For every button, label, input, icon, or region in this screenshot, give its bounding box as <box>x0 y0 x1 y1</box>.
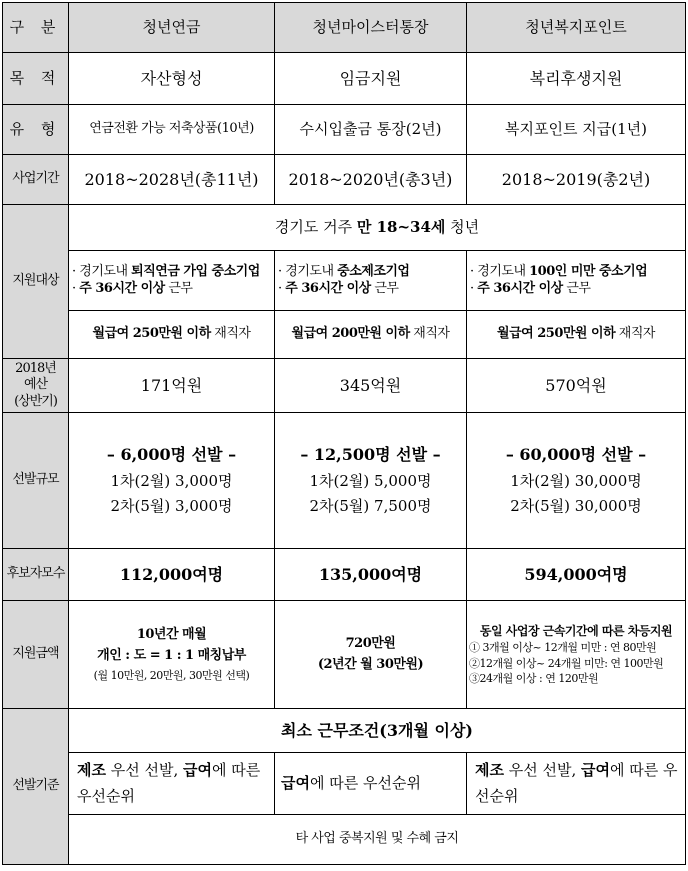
criteria-col3-manufacturing: 제조 <box>475 761 504 779</box>
scale-col2-second: 2차(5월) 7,500명 <box>309 497 432 516</box>
target-col3-hours: 주 36시간 이상 <box>477 280 563 296</box>
scale-col3 <box>467 413 686 549</box>
scale-col2-first: 1차(2월) 5,000명 <box>309 471 432 490</box>
scale-col3-total: – 60,000명 선발 – <box>505 445 647 465</box>
type-label: 유 형 <box>3 105 69 155</box>
target-col2-salary <box>275 311 467 359</box>
header-row <box>3 3 686 53</box>
target-col2-hours: 주 36시간 이상 <box>285 280 371 296</box>
applicants-col1: 112,000여명 <box>69 549 275 601</box>
target-common-age: 만 18~34세 <box>356 218 446 237</box>
target-salary-row <box>3 311 686 359</box>
youth-support-comparison-table <box>2 2 686 865</box>
amount-col3-tier3: ③24개월 이상 : 연 120만원 <box>469 672 599 686</box>
scale-col3-second: 2차(5월) 30,000명 <box>510 497 642 516</box>
budget-col1: 171억원 <box>69 359 275 413</box>
type-col1: 연금전환 가능 저축상품(10년) <box>69 105 275 155</box>
criteria-col3-mid: 우선 선발, <box>503 761 582 779</box>
criteria-col3-post: 에 따른 우선순위 <box>475 761 678 805</box>
amount-col3 <box>467 601 686 709</box>
criteria-col2 <box>275 753 467 815</box>
target-col1-hours-pre: · <box>72 280 80 296</box>
target-col3-company-pre: · 경기도내 <box>470 264 530 280</box>
purpose-label: 목 적 <box>3 53 69 105</box>
scale-col2-total: – 12,500명 선발 – <box>300 445 441 465</box>
amount-col1-matching: 개인 : 도 = 1 : 1 매칭납부 <box>97 647 246 663</box>
target-col1-company-pre: · 경기도내 <box>72 264 132 280</box>
criteria-col1-post: 에 따른 우선순위 <box>77 761 261 805</box>
target-col1-conditions <box>69 251 275 311</box>
amount-col2-monthly: (2년간 월 30만원) <box>317 656 424 672</box>
criteria-col1-mid: 우선 선발, <box>105 761 184 779</box>
criteria-label: 선발기준 <box>3 709 69 865</box>
criteria-common-row <box>3 709 686 753</box>
period-label: 사업기간 <box>3 155 69 205</box>
period-col3: 2018~2019(총2년) <box>467 155 686 205</box>
budget-label-year: 2018년 <box>15 361 56 377</box>
budget-label-half: (상반기) <box>14 393 57 409</box>
target-col2-hours-pre: · <box>278 280 286 296</box>
target-col2-conditions <box>275 251 467 311</box>
criteria-col2-post: 에 따른 우선순위 <box>309 774 421 793</box>
applicants-row <box>3 549 686 601</box>
amount-row <box>3 601 686 709</box>
criteria-col1-salary: 급여 <box>183 761 213 779</box>
target-col1-salary <box>69 311 275 359</box>
target-col2-company-pre: · 경기도내 <box>278 264 338 280</box>
budget-label-budget: 예산 <box>23 377 48 393</box>
purpose-col3: 복리후생지원 <box>467 53 686 105</box>
scale-col3-first: 1차(2월) 30,000명 <box>510 471 642 490</box>
period-row <box>3 155 686 205</box>
criteria-col1-manufacturing: 제조 <box>77 761 106 779</box>
target-common-post: 청년 <box>445 218 480 237</box>
target-col3-salary <box>467 311 686 359</box>
budget-row <box>3 359 686 413</box>
header-youth-pension: 청년연금 <box>69 3 275 53</box>
amount-col3-title: 동일 사업장 근속기간에 따른 차등지원 <box>479 623 673 638</box>
target-col3-company: 100인 미만 중소기업 <box>529 264 648 280</box>
target-col1-hours-post: 근무 <box>164 280 193 296</box>
target-label: 지원대상 <box>3 205 69 359</box>
target-col1-salary-post: 재직자 <box>210 326 251 342</box>
applicants-label: 후보자모수 <box>3 549 69 601</box>
amount-col2 <box>275 601 467 709</box>
criteria-col2-salary: 급여 <box>281 774 310 793</box>
target-company-row <box>3 251 686 311</box>
target-col3-hours-post: 근무 <box>562 280 591 296</box>
amount-label: 지원금액 <box>3 601 69 709</box>
purpose-row <box>3 53 686 105</box>
scale-col1-second: 2차(5월) 3,000명 <box>110 497 233 516</box>
scale-col1 <box>69 413 275 549</box>
target-col1-company: 퇴직연금 가입 중소기업 <box>131 264 260 280</box>
purpose-col1: 자산형성 <box>69 53 275 105</box>
amount-col3-tier1: ① 3개월 이상~ 12개월 미만 : 연 80만원 <box>469 640 657 654</box>
scale-row <box>3 413 686 549</box>
target-col1-hours: 주 36시간 이상 <box>79 280 165 296</box>
criteria-common: 최소 근무조건(3개월 이상) <box>69 709 686 753</box>
target-col3-salary-post: 재직자 <box>615 326 655 342</box>
amount-col1-options: (월 10만원, 20만원, 30만원 선택) <box>93 668 250 682</box>
criteria-col1 <box>69 753 275 815</box>
type-row <box>3 105 686 155</box>
amount-col3-tier2: ②12개월 이상~ 24개월 미만: 연 100만원 <box>469 656 664 670</box>
criteria-col3-salary: 급여 <box>581 761 611 779</box>
target-col3-salary-limit: 월급여 250만원 이하 <box>497 326 616 342</box>
type-col2: 수시입출금 통장(2년) <box>275 105 467 155</box>
amount-col2-total: 720만원 <box>345 635 396 651</box>
target-col3-conditions <box>467 251 686 311</box>
scale-col1-total: – 6,000명 선발 – <box>106 445 237 465</box>
header-youth-meister-account: 청년마이스터통장 <box>275 3 467 53</box>
applicants-col2: 135,000여명 <box>275 549 467 601</box>
target-col2-company: 중소제조기업 <box>337 264 410 280</box>
target-col1-salary-limit: 월급여 250만원 이하 <box>92 326 211 342</box>
target-col2-salary-post: 재직자 <box>409 326 450 342</box>
target-common-pre: 경기도 거주 <box>274 218 357 237</box>
amount-col1 <box>69 601 275 709</box>
criteria-cols-row <box>3 753 686 815</box>
target-common-row <box>3 205 686 251</box>
purpose-col2: 임금지원 <box>275 53 467 105</box>
budget-col3: 570억원 <box>467 359 686 413</box>
amount-col1-monthly: 10년간 매월 <box>136 626 207 642</box>
period-col2: 2018~2020년(총3년) <box>275 155 467 205</box>
target-col2-hours-post: 근무 <box>370 280 399 296</box>
criteria-col3 <box>467 753 686 815</box>
scale-col1-first: 1차(2월) 3,000명 <box>110 471 233 490</box>
type-col3: 복지포인트 지급(1년) <box>467 105 686 155</box>
criteria-footer-row <box>3 815 686 865</box>
scale-col2 <box>275 413 467 549</box>
period-col1: 2018~2028년(총11년) <box>69 155 275 205</box>
budget-label <box>3 359 69 413</box>
budget-col2: 345억원 <box>275 359 467 413</box>
header-label: 구 분 <box>3 3 69 53</box>
target-common <box>69 205 686 251</box>
scale-label: 선발규모 <box>3 413 69 549</box>
applicants-col3: 594,000여명 <box>467 549 686 601</box>
criteria-footer: 타 사업 중복지원 및 수혜 금지 <box>69 815 686 865</box>
target-col2-salary-limit: 월급여 200만원 이하 <box>291 326 410 342</box>
target-col3-hours-pre: · <box>470 280 478 296</box>
header-youth-welfare-point: 청년복지포인트 <box>467 3 686 53</box>
